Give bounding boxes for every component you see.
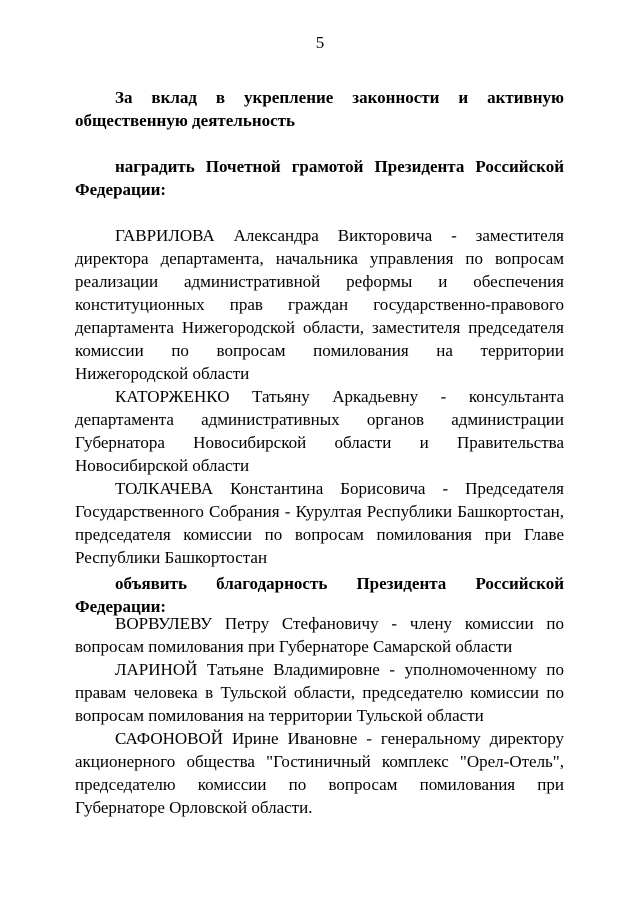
thanks-heading: объявить благодарность Президента Российской Федерации: — [75, 574, 564, 616]
intro-paragraph: За вклад в укрепление законности и активную общественную деятельность — [75, 88, 564, 130]
award-recipient: ГАВРИЛОВА Александра Викторовича - заместителя директора департамента, начальника управления по вопросам реализации административной реформы и обеспечения конституционных прав граждан государственно-правового департамента Нижегородской области, заместителя председателя комиссии по вопросам помилования на территории Нижегородской области — [75, 226, 564, 383]
award-heading: наградить Почетной грамотой Президента Российской Федерации: — [75, 157, 564, 199]
thanks-recipient: ЛАРИНОЙ Татьяне Владимировне - уполномоченному по правам человека в Тульской области, председателю комиссии по вопросам помилования на территории Тульской области — [75, 660, 564, 725]
thanks-recipient-list — [75, 612, 564, 819]
award-recipient: КАТОРЖЕНКО Татьяну Аркадьевну - консультанта департамента административных органов администрации Губернатора Новосибирской области и Правительства Новосибирской области — [75, 387, 564, 475]
award-recipient-list — [75, 224, 564, 569]
award-recipient: ТОЛКАЧЕВА Константина Борисовича - Председателя Государственного Собрания - Курултая Республики Башкортостан, председателя комиссии по вопросам помилования при Главе Республики Башкортостан — [75, 479, 564, 567]
page-number: 5 — [315, 33, 325, 52]
thanks-recipient: ВОРВУЛЕВУ Петру Стефановичу - члену комиссии по вопросам помилования при Губернаторе Самарской области — [75, 614, 564, 656]
thanks-recipient: САФОНОВОЙ Ирине Ивановне - генеральному директору акционерного общества "Гостиничный комплекс "Орел-Отель", председателю комиссии по вопросам помилования при Губернаторе Орловской области. — [75, 729, 564, 817]
